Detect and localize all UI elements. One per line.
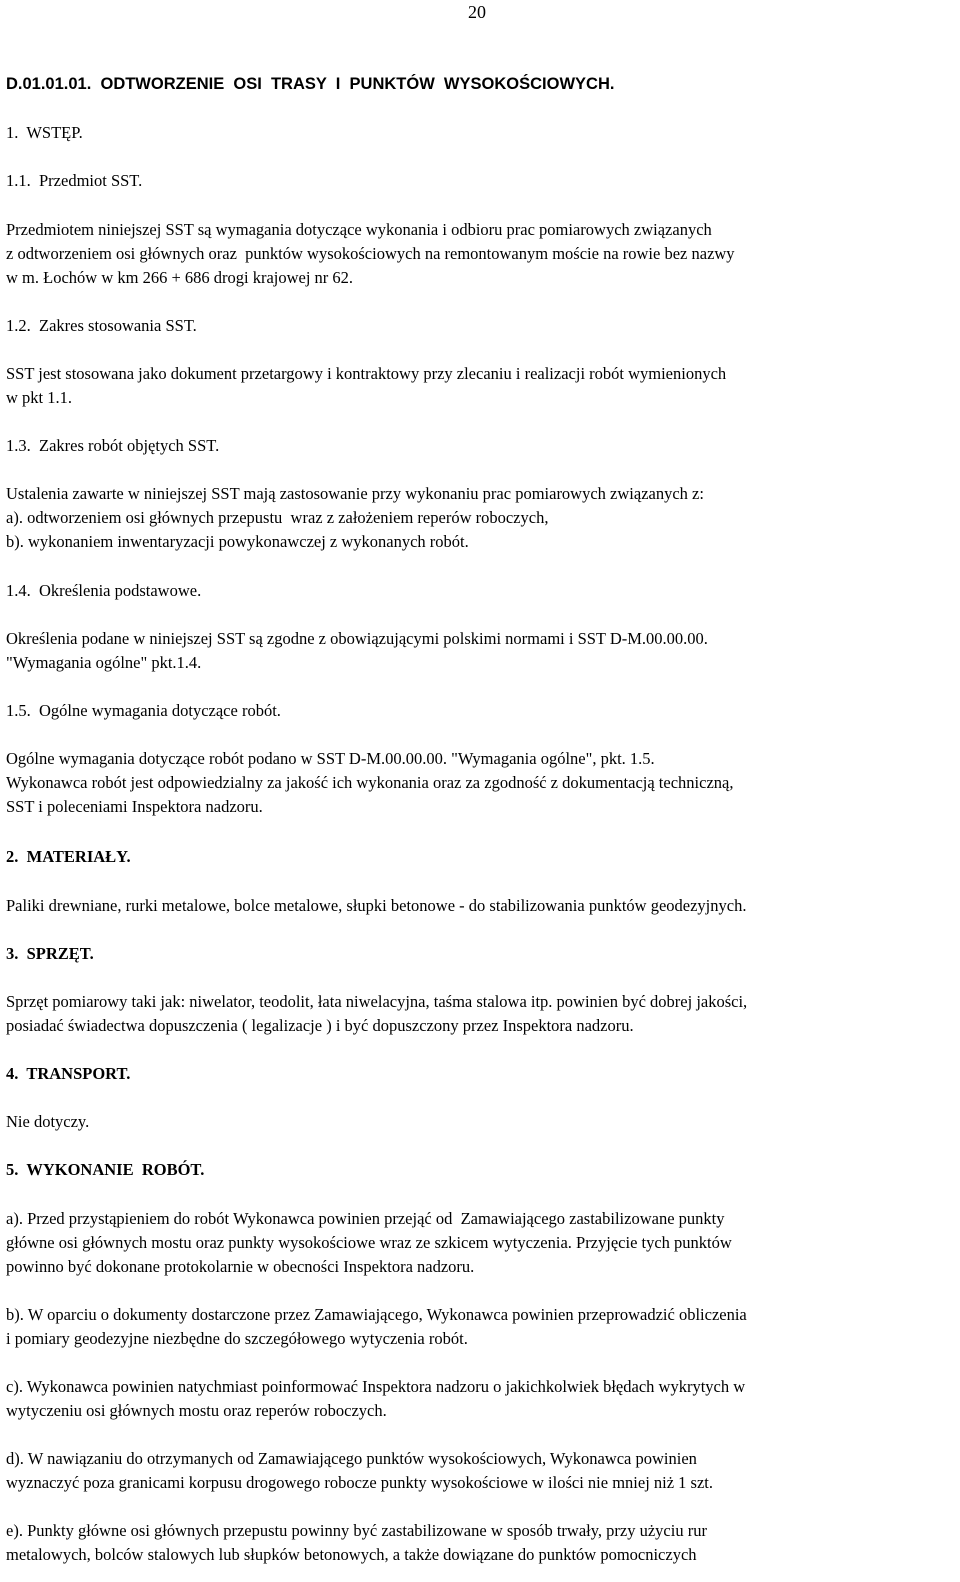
paragraph-line: główne osi głównych mostu oraz punkty wysokościowe wraz ze szkicem wytyczenia. Przyjęcie tych punktów — [6, 1233, 732, 1252]
section-1-heading: 1. WSTĘP. — [6, 123, 83, 142]
section-1-4-heading: 1.4. Określenia podstawowe. — [6, 581, 202, 600]
section-1-5-heading: 1.5. Ogólne wymagania dotyczące robót. — [6, 701, 281, 720]
paragraph-line: metalowych, bolców stalowych lub słupków betonowych, a także dowiązane do punktów pomocniczych — [6, 1545, 697, 1564]
paragraph-line: a). Przed przystąpieniem do robót Wykonawca powinien przejąć od Zamawiającego zastabilizowane punkty — [6, 1209, 725, 1228]
paragraph-line: wytyczeniu osi głównych mostu oraz reperów roboczych. — [6, 1401, 387, 1420]
page-number: 20 — [468, 2, 486, 22]
list-item: b). wykonaniem inwentaryzacji powykonawczej z wykonanych robót. — [6, 532, 469, 551]
paragraph-line: Ustalenia zawarte w niniejszej SST mają zastosowanie przy wykonaniu prac pomiarowych związanych z: — [6, 484, 704, 503]
section-5-heading: 5. WYKONANIE ROBÓT. — [6, 1160, 205, 1179]
paragraph-line: Przedmiotem niniejszej SST są wymagania dotyczące wykonania i odbioru prac pomiarowych związanych — [6, 220, 712, 239]
section-1-3-heading: 1.3. Zakres robót objętych SST. — [6, 436, 220, 455]
document-title: D.01.01.01. ODTWORZENIE OSI TRASY I PUNKTÓW WYSOKOŚCIOWYCH. — [6, 75, 615, 93]
paragraph-line: SST jest stosowana jako dokument przetargowy i kontraktowy przy zlecaniu i realizacji robót wymienionych — [6, 364, 727, 383]
paragraph-line: i pomiary geodezyjne niezbędne do szczegółowego wytyczenia robót. — [6, 1329, 468, 1348]
section-4-heading: 4. TRANSPORT. — [6, 1064, 131, 1083]
paragraph-line: c). Wykonawca powinien natychmiast poinformować Inspektora nadzoru o jakichkolwiek błędach wykrytych w — [6, 1377, 746, 1396]
paragraph-line: e). Punkty główne osi głównych przepustu powinny być zastabilizowane w sposób trwały, przy użyciu rur — [6, 1521, 707, 1540]
paragraph-line: "Wymagania ogólne" pkt.1.4. — [6, 653, 202, 672]
paragraph-line: wyznaczyć poza granicami korpusu drogowego robocze punkty wysokościowe w ilości nie mniej niż 1 szt. — [6, 1473, 714, 1492]
section-1-2-heading: 1.2. Zakres stosowania SST. — [6, 316, 197, 335]
paragraph-line: Paliki drewniane, rurki metalowe, bolce metalowe, słupki betonowe - do stabilizowania punktów geodezyjnych. — [6, 896, 747, 915]
paragraph-line: w pkt 1.1. — [6, 388, 72, 407]
paragraph-line: d). W nawiązaniu do otrzymanych od Zamawiającego punktów wysokościowych, Wykonawca powinien — [6, 1449, 697, 1468]
paragraph-line: Sprzęt pomiarowy taki jak: niwelator, teodolit, łata niwelacyjna, taśma stalowa itp. powinien być dobrej jakości, — [6, 992, 748, 1011]
paragraph-line: b). W oparciu o dokumenty dostarczone przez Zamawiającego, Wykonawca powinien przeprowadzić obliczenia — [6, 1305, 747, 1324]
paragraph-line: SST i poleceniami Inspektora nadzoru. — [6, 797, 263, 816]
list-item: a). odtworzeniem osi głównych przepustu wraz z założeniem reperów roboczych, — [6, 508, 549, 527]
paragraph-line: Ogólne wymagania dotyczące robót podano w SST D-M.00.00.00. "Wymagania ogólne", pkt. 1.5. — [6, 749, 655, 768]
paragraph-line: Wykonawca robót jest odpowiedzialny za jakość ich wykonania oraz za zgodność z dokumentacją techniczną, — [6, 773, 734, 792]
paragraph-line: w m. Łochów w km 266 + 686 drogi krajowej nr 62. — [6, 268, 354, 287]
paragraph-line: Określenia podane w niniejszej SST są zgodne z obowiązującymi polskimi normami i SST D-M.00.00.00. — [6, 629, 708, 648]
section-3-heading: 3. SPRZĘT. — [6, 944, 94, 963]
paragraph-line: z odtworzeniem osi głównych oraz punktów wysokościowych na remontowanym moście na rowie bez nazwy — [6, 244, 735, 263]
paragraph-line: powinno być dokonane protokolarnie w obecności Inspektora nadzoru. — [6, 1257, 475, 1276]
paragraph-line: Nie dotyczy. — [6, 1112, 90, 1131]
section-2-heading: 2. MATERIAŁY. — [6, 847, 131, 866]
paragraph-line: posiadać świadectwa dopuszczenia ( legalizacje ) i być dopuszczony przez Inspektora nadzoru. — [6, 1016, 634, 1035]
section-1-1-heading: 1.1. Przedmiot SST. — [6, 171, 143, 190]
